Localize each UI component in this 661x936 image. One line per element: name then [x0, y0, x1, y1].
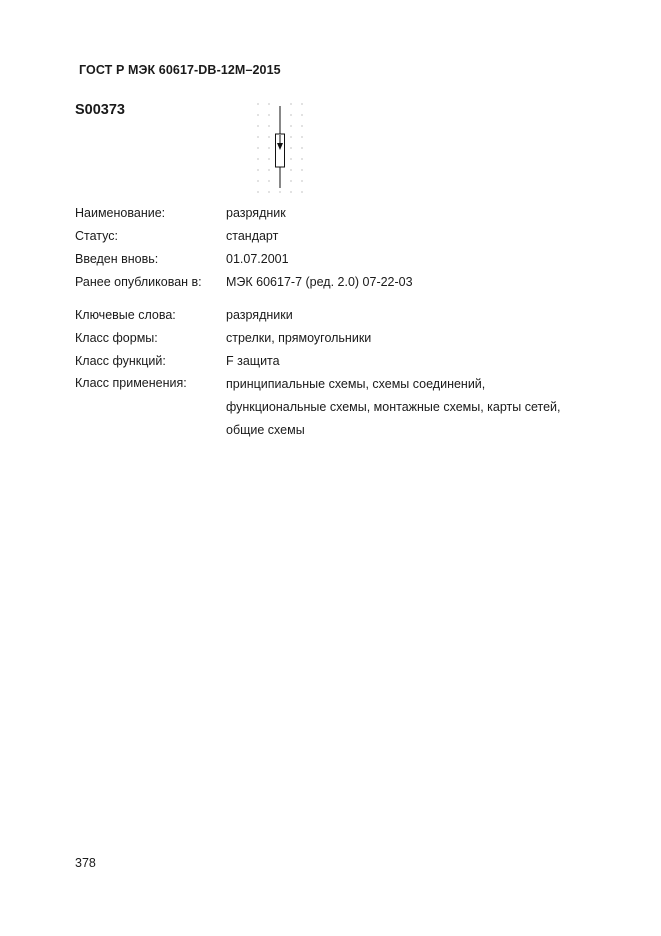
property-label: Ранее опубликован в:: [75, 275, 202, 289]
property-row-name: [75, 203, 415, 226]
property-row-keywords: [75, 305, 415, 328]
property-value: 01.07.2001: [226, 252, 289, 266]
property-value: стандарт: [226, 229, 279, 243]
property-value: F защита: [226, 354, 280, 368]
property-value: разрядник: [226, 206, 286, 220]
arrester-symbol-icon: [250, 98, 312, 204]
property-row-application-class: [75, 373, 561, 442]
property-row-introduced: [75, 249, 415, 272]
property-value: принципиальные схемы, схемы соединений, функциональные схемы, монтажные схемы, карты сетей, общие схемы: [226, 377, 561, 437]
property-value: разрядники: [226, 308, 293, 322]
symbol-properties: [75, 203, 561, 442]
property-label: Введен вновь:: [75, 252, 159, 266]
property-label: Статус:: [75, 229, 118, 243]
property-value: МЭК 60617-7 (ред. 2.0) 07-22-03: [226, 275, 413, 289]
property-row-form-class: [75, 328, 415, 351]
property-label: Наименование:: [75, 206, 166, 220]
property-label: Ключевые слова:: [75, 308, 176, 322]
property-row-previously-published: [75, 272, 415, 295]
property-label: Класс применения:: [75, 376, 187, 390]
symbol-code: S00373: [75, 102, 125, 118]
page-number: 378: [75, 856, 96, 870]
property-value: стрелки, прямоугольники: [226, 331, 372, 345]
property-row-function-class: [75, 351, 415, 374]
property-label: Класс формы:: [75, 331, 158, 345]
document-header: ГОСТ Р МЭК 60617-DB-12M–2015: [79, 63, 281, 77]
property-row-status: [75, 226, 415, 249]
property-label: Класс функций:: [75, 354, 166, 368]
